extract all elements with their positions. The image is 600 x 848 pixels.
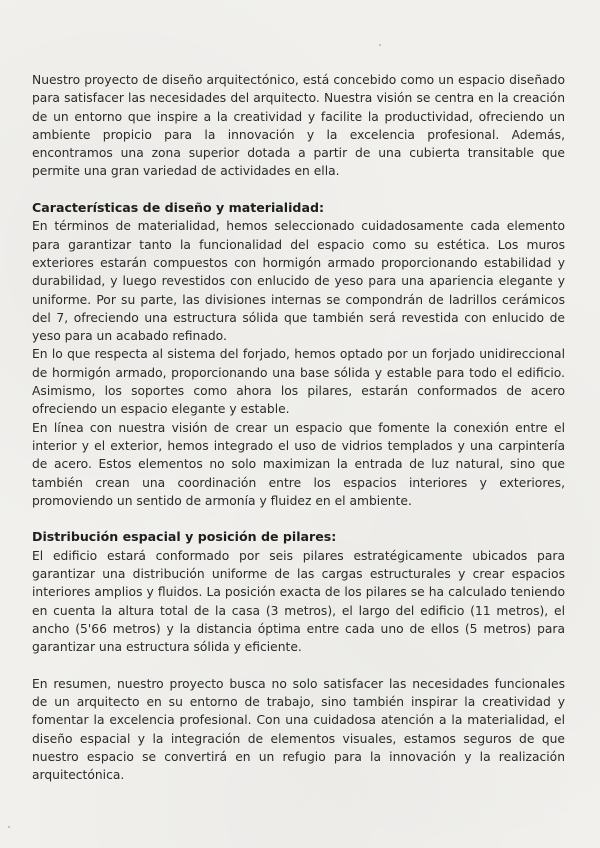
section-heading-distribution: Distribución espacial y posición de pilares: xyxy=(32,529,337,545)
spacer xyxy=(32,510,565,528)
paper-speck xyxy=(8,826,10,828)
conclusion-paragraph: En resumen, nuestro proyecto busca no solo satisfacer las necesidades funcionales de un arquitecto en su entorno de trabajo, sino también inspirar la creatividad y fomentar la excelencia profesional. Con una cuidadosa atención a la materialidad, el diseño espacial y la integración de elementos visuales, estamos seguros de que nuestro espacio se convertirá en un refugio para la innovación y la realización arquitectónica. xyxy=(32,676,565,783)
materiality-paragraph-3: En línea con nuestra visión de crear un espacio que fomente la conexión entre el interior y el exterior, hemos integrado el uso de vidrios templados y una carpintería de acero. Estos elementos no solo maximizan la entrada de luz natural, sino que también crean una coordinación entre los espacios interiores y exteriores, promoviendo un sentido de armonía y fluidez en el ambiente. xyxy=(32,420,565,508)
intro-paragraph: Nuestro proyecto de diseño arquitectónico, está concebido como un espacio diseñado para satisfacer las necesidades del arquitecto. Nuestra visión se centra en la creación de un entorno que inspire a la creatividad y facilite la productividad, ofreciendo un ambiente propicio para la innovación y la excelencia profesional. Además, encontramos una zona superior dotada a partir de una cubierta transitable que permite una gran variedad de actividades en ella. xyxy=(32,73,565,179)
spacer xyxy=(32,181,565,199)
paper-speck xyxy=(379,44,381,46)
materiality-paragraph-1: En términos de materialidad, hemos seleccionado cuidadosamente cada elemento para garantizar tanto la funcionalidad del espacio como su estética. Los muros exteriores estarán compuestos con hormigón armado proporcionando estabilidad y durabilidad, y luego revestidos con enlucido de yeso para una apariencia elegante y uniforme. Por su parte, las divisiones internas se compondrán de ladrillos cerámicos del 7, ofreciendo una estructura sólida que también será revestida con enlucido de yeso para un acabado refinado. xyxy=(32,219,565,344)
section-heading-materiality: Características de diseño y materialidad: xyxy=(32,200,324,216)
distribution-paragraph: El edificio estará conformado por seis pilares estratégicamente ubicados para garantizar una distribución uniforme de las cargas estructurales y crear espacios interiores amplios y fluidos. La posición exacta de los pilares se ha calculado teniendo en cuenta la altura total de la casa (3 metros), el largo del edificio (11 metros), el ancho (5'66 metros) y la distancia óptima entre cada uno de ellos (5 metros) para garantizar una estructura sólida y eficiente. xyxy=(32,548,565,655)
spacer xyxy=(32,657,565,675)
materiality-paragraph-2: En lo que respecta al sistema del forjado, hemos optado por un forjado unidireccional de hormigón armado, proporcionando una base sólida y estable para todo el edificio. Asimismo, los soportes como ahora los pilares, estarán conformados de acero ofreciendo un espacio elegante y estable. xyxy=(32,347,565,417)
document-page xyxy=(32,71,565,785)
